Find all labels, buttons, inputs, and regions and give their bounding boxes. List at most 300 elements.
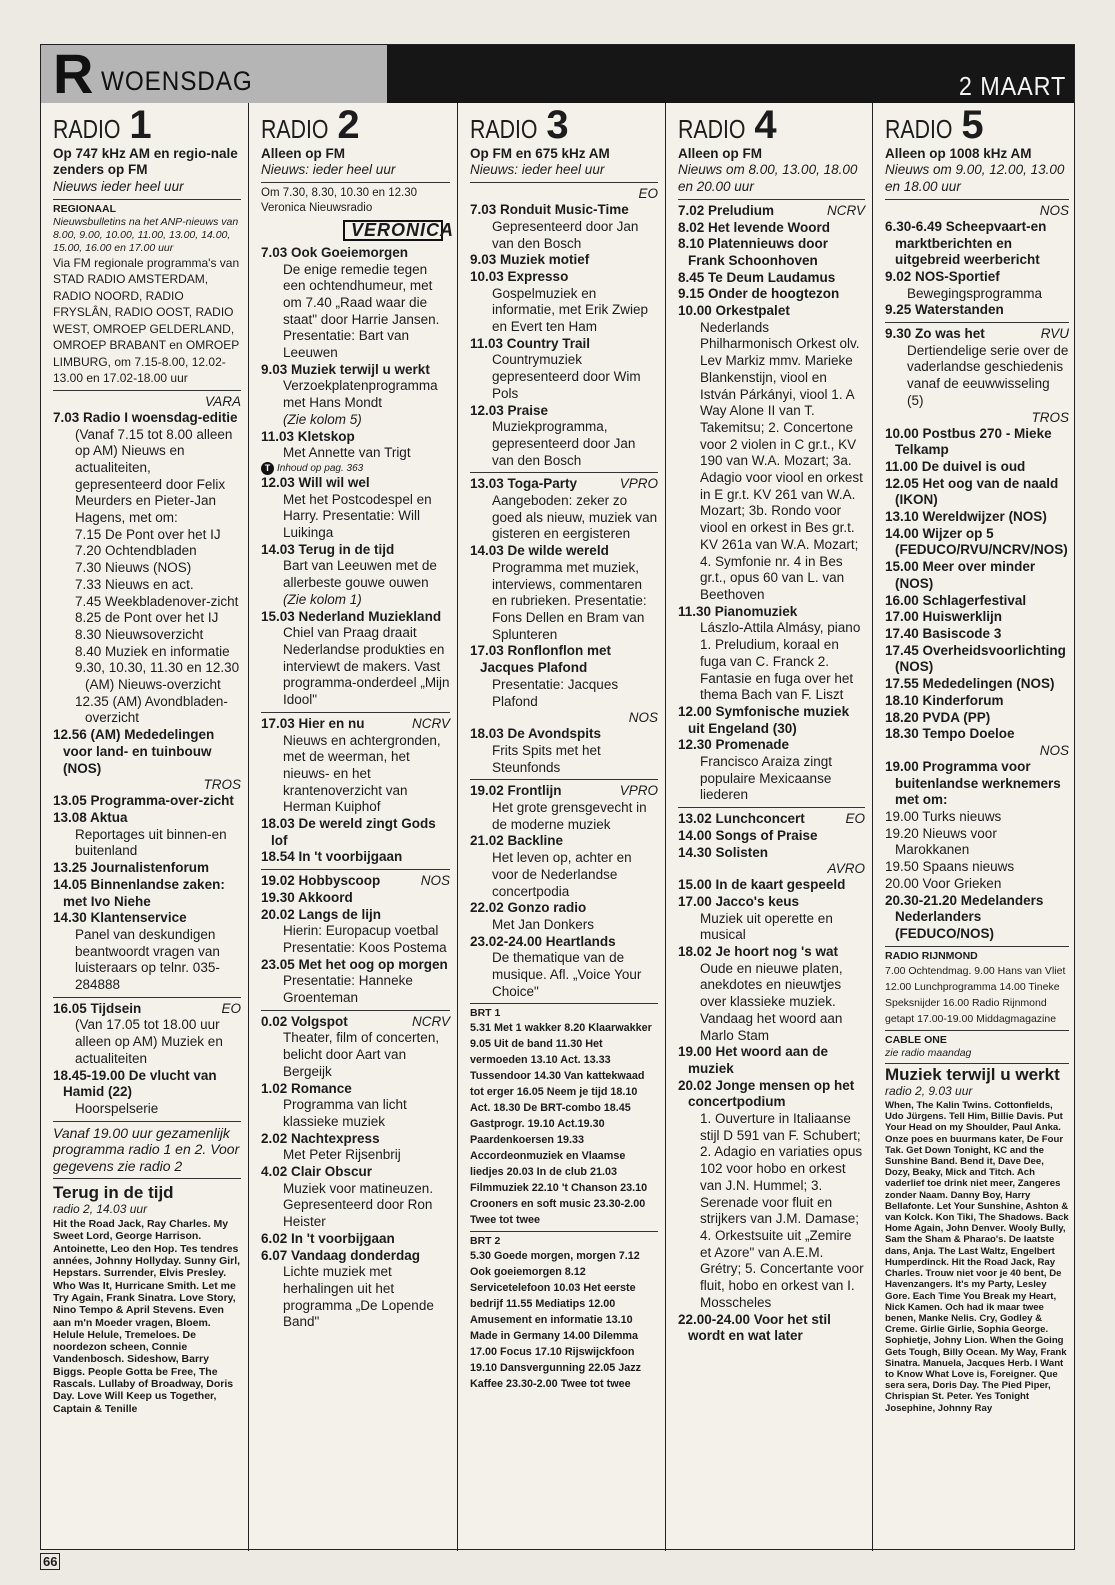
program-title: 7.02 Preludium xyxy=(678,202,775,218)
broadcaster-label: RVU xyxy=(1040,326,1069,342)
program-title: 17.40 Basiscode 3 xyxy=(885,625,1002,641)
program-desc: Muziekprogramma, gepresenteerd door Jan van den Bosch xyxy=(492,419,636,468)
program-entry xyxy=(885,476,1069,509)
program-entry xyxy=(261,429,450,475)
program-entry xyxy=(53,727,241,777)
program-entry xyxy=(261,475,450,542)
radio2-column xyxy=(248,103,457,1551)
program-title: 11.03 Country Trail xyxy=(470,335,591,351)
program-desc: Lichte muziek met herhalingen uit het programma „De Lopende Band" xyxy=(283,1264,434,1330)
program-title: 12.00 Symfonische muziek uit Engeland (30) xyxy=(678,703,850,736)
sub-schedule xyxy=(885,809,1069,893)
program-title: 15.03 Nederland Muziekland xyxy=(261,608,442,624)
program-desc: Panel van deskundigen beantwoordt vragen van luisteraars op telnr. 035-284888 xyxy=(75,926,220,993)
program-entry xyxy=(678,845,865,862)
header-date-block xyxy=(387,45,1074,103)
highlight-subtitle: radio 2, 14.03 uur xyxy=(53,1202,148,1217)
program-desc: Chiel van Praag draait Nederlandse produkties en interviewt de makers. Vast programma-onderdeel „Mijn Idool" xyxy=(283,625,450,708)
program-entry xyxy=(470,643,658,710)
program-title: 15.00 In de kaart gespeeld xyxy=(678,877,846,893)
brt2-schedule: 5.30 Goede morgen, morgen 7.12 Ook goeiemorgen 8.12 Servicetelefoon 10.03 Het eerste bedrijf 11.55 Mediatips 12.00 Amusement en informatie 13.10 Made in Germany 14.00 Dilemma 17.00 Focus 17.10 Rijswijckfoon 19.10 Dansvergunning 22.05 Jazz Kaffee 23.30-2.00 Twee tot twee xyxy=(470,1250,642,1391)
divider xyxy=(261,712,450,713)
program-entry xyxy=(885,710,1069,727)
program-title: 1.02 Romance xyxy=(261,1080,352,1096)
program-title: 22.02 Gonzo radio xyxy=(470,900,587,916)
program-entry xyxy=(470,336,658,403)
program-entry xyxy=(678,877,865,894)
program-title: 17.45 Overheidsvoorlichting (NOS) xyxy=(885,642,1066,675)
program-entry xyxy=(678,604,865,704)
radio1-news: Nieuws ieder heel uur xyxy=(53,179,184,195)
program-title: 17.03 Hier en nu xyxy=(261,715,365,731)
program-entry xyxy=(678,828,865,845)
program-title: 15.00 Meer over minder (NOS) xyxy=(885,559,1036,591)
program-entry xyxy=(885,759,1069,809)
program-title: 9.03 Muziek motief xyxy=(470,252,590,268)
divider xyxy=(885,946,1069,947)
page-header xyxy=(41,45,1074,103)
cable-note: zie radio maandag xyxy=(885,1046,972,1059)
brt1-schedule: 5.31 Met 1 wakker 8.20 Klaarwakker 9.05 Uit de band 11.30 Het vermoeden 13.10 Act. 13.33 Tussendoor 14.30 Van kattekwaad tot erger 16.05 Neem je tijd 18.10 Act. 18.30 De BRT-combo 18.45 Gastprogr. 19.10 Act.19.30 Paardenkoersen 19.33 Accordeonmuziek en Vlaamse liedjes 20.03 In de club 21.03 Filmmuziek 22.10 't Chanson 23.10 Crooners en soft music 23.30-2.00 Twee tot twee xyxy=(470,1022,652,1227)
broadcaster-label: NOS xyxy=(1039,202,1069,218)
program-entry xyxy=(885,676,1069,693)
program-title: 8.02 Het levende Woord xyxy=(678,219,831,235)
program-entry xyxy=(678,270,865,287)
radio4-news: Nieuws om 8.00, 13.00, 18.00 en 20.00 uur xyxy=(678,162,858,195)
program-entry xyxy=(885,693,1069,710)
station-number: 3 xyxy=(546,103,569,147)
divider xyxy=(470,182,658,183)
program-title: 18.03 De wereld zingt Gods lof xyxy=(261,816,436,848)
program-title: 14.05 Binnenlandse zaken: met Ivo Niehe xyxy=(53,876,225,909)
broadcaster-label: TROS xyxy=(1031,409,1069,425)
sub-item: 8.40 Muziek en informatie xyxy=(75,643,230,659)
broadcaster-label: NCRV xyxy=(826,202,865,218)
program-title: 9.15 Onder de hoogtezon xyxy=(678,286,840,302)
program-title: 17.00 Huiswerklijn xyxy=(885,609,1003,625)
tip-badge-icon: T xyxy=(261,462,274,475)
program-desc: Muziek voor matineuzen. Gepresenteerd door Ron Heister xyxy=(283,1180,434,1230)
radio2-news: Nieuws: ieder heel uur xyxy=(261,162,396,178)
program-desc: Nederlands Philharmonisch Orkest olv. Lev Markiz mmv. Marieke Blankenstijn, viool en István Párkányi, viool 1. A Way Alone II van T. Takemitsu; 2. Concertone voor 2 violen in C gr.t., KV 190 van W.A. Mozart; 3a. Adagio voor viool en orkest in E gr.t. KV 261 van W.A. Mozart; 3b. Rondo voor viool en orkest in Bes gr.t. KV 261a van W.A. Mozart; 4. Symfonie nr. 4 in Bes gr.t., opus 60 van L. van Beethoven xyxy=(700,319,863,602)
program-entry xyxy=(470,934,658,1001)
broadcaster-label: AVRO xyxy=(827,861,865,877)
broadcaster-label: EO xyxy=(221,1000,241,1016)
program-desc: Theater, film of concerten, belicht door Aart van Bergeijk xyxy=(283,1030,440,1079)
program-entry xyxy=(470,783,658,833)
program-entry xyxy=(885,219,1069,269)
program-title: 17.00 Jacco's keus xyxy=(678,893,800,909)
program-title: 7.03 Radio I woensdag-editie xyxy=(53,409,238,425)
program-desc: Francisco Araiza zingt populaire Mexicaanse liederen xyxy=(700,754,833,803)
program-entry xyxy=(885,326,1069,410)
sub-schedule xyxy=(53,527,241,727)
program-entry xyxy=(261,245,450,362)
date-label: 2 MAART xyxy=(958,71,1066,101)
program-entry xyxy=(470,269,658,336)
program-entry xyxy=(53,1068,241,1118)
program-entry xyxy=(470,476,658,543)
program-title: 19.30 Akkoord xyxy=(261,889,353,905)
program-entry xyxy=(470,202,658,252)
program-entry xyxy=(885,269,1069,302)
program-desc: Verzoekplatenprogramma met Hans Mondt xyxy=(283,378,438,411)
program-entry xyxy=(885,559,1069,592)
program-title: 4.02 Clair Obscur xyxy=(261,1164,373,1180)
program-desc: Presentatie: Koos Postema xyxy=(283,939,447,955)
program-title: 19.00 Het woord aan de muziek xyxy=(678,1044,829,1076)
program-title: 20.30-21.20 Medelanders Nederlanders (FEDUCO/NOS) xyxy=(885,892,1044,941)
program-entry xyxy=(470,726,658,776)
program-entry xyxy=(885,893,1069,943)
program-title: 14.00 Songs of Praise xyxy=(678,827,818,843)
broadcaster-label: EO xyxy=(845,811,865,827)
program-note: Inhoud op pag. 363 xyxy=(277,462,364,474)
cable-title: CABLE ONE xyxy=(885,1033,947,1046)
program-title: 8.45 Te Deum Laudamus xyxy=(678,269,836,285)
program-title: 23.02-24.00 Heartlands xyxy=(470,933,616,949)
broadcaster-label: NCRV xyxy=(411,715,450,731)
program-title: 20.02 Langs de lijn xyxy=(261,906,382,922)
station-word: RADIO xyxy=(678,114,746,144)
program-entry xyxy=(261,849,450,866)
station-word: RADIO xyxy=(470,114,538,144)
program-entry xyxy=(261,542,450,609)
radio1-heading xyxy=(53,103,241,147)
rijnmond-title: RADIO RIJNMOND xyxy=(885,949,978,962)
program-title: 10.00 Postbus 270 - Mieke Telkamp xyxy=(885,425,1052,458)
program-title: 7.03 Ronduit Music-Time xyxy=(470,202,629,218)
program-entry xyxy=(261,1164,450,1231)
program-desc: Bart van Leeuwen met de allerbeste gouwe ouwen xyxy=(283,558,437,591)
divider xyxy=(678,807,865,808)
program-desc: Lászlo-Attila Almásy, piano 1. Preludium, koraal en fuga van C. Franck 2. Fantasie en fuga over het thema Bach van F. Liszt xyxy=(700,620,861,703)
program-title: 6.02 In 't voorbijgaan xyxy=(261,1230,395,1246)
program-title: 17.03 Ronflonflon met Jacques Plafond xyxy=(470,643,612,676)
program-title: 18.30 Tempo Doeloe xyxy=(885,726,1015,742)
program-desc: Nieuws en achtergronden, met de weerman, het nieuws- en het krantenoverzicht van Herman Kuiphof xyxy=(283,732,441,815)
radio1-frequency: Op 747 kHz AM en regio-nale zenders op FM xyxy=(53,145,238,178)
program-title: 12.03 Will wil wel xyxy=(261,474,370,490)
broadcaster-label: NOS xyxy=(628,710,658,726)
program-title: 16.00 Schlagerfestival xyxy=(885,592,1027,608)
divider xyxy=(470,472,658,473)
station-word: RADIO xyxy=(261,114,329,144)
program-entry xyxy=(885,526,1069,559)
veronica-logo: VERONICA xyxy=(343,220,443,241)
program-desc: De thematique van de musique. Afl. „Voice Your Choice" xyxy=(492,950,642,999)
section-letter: R xyxy=(53,45,94,103)
program-title: 14.30 Klantenservice xyxy=(53,910,187,926)
sub-item: 8.25 de Pont over het IJ xyxy=(75,610,219,626)
program-title: 7.03 Ook Goeiemorgen xyxy=(261,244,409,260)
program-desc: Gepresenteerd door Jan van den Bosch xyxy=(492,218,639,251)
program-entry xyxy=(261,907,450,957)
radio3-news: Nieuws: ieder heel uur xyxy=(470,162,605,178)
program-desc: Met het Postcodespel en Harry. Presentatie: Will Luikinga xyxy=(283,491,432,541)
sub-item: 12.35 (AM) Avondbladen-overzicht xyxy=(75,693,228,726)
divider xyxy=(261,182,450,183)
program-entry xyxy=(261,957,450,1007)
station-number: 5 xyxy=(961,103,984,147)
program-title: 2.02 Nachtexpress xyxy=(261,1130,380,1146)
program-title: 21.02 Backline xyxy=(470,833,564,849)
divider xyxy=(53,997,241,998)
program-entry xyxy=(53,877,241,910)
program-title: 6.30-6.49 Scheepvaart-en marktberichten en uitgebreid weerbericht xyxy=(885,218,1047,268)
program-title: 18.10 Kinderforum xyxy=(885,692,1004,708)
divider xyxy=(885,199,1069,200)
program-title: 9.30 Zo was het xyxy=(885,326,985,342)
sub-item: 19.20 Nieuws voor Marokkanen xyxy=(885,825,997,858)
program-title: 19.00 Programma voor buitenlandse werknemers met om: xyxy=(885,758,1061,808)
radio3-column xyxy=(457,103,665,1551)
broadcaster-label: VPRO xyxy=(619,783,658,799)
program-entry xyxy=(678,203,865,220)
program-note: (Zie kolom 5) xyxy=(283,411,362,427)
program-desc: Presentatie: Hanneke Groenteman xyxy=(283,973,413,1006)
sub-item: 8.30 Nieuwsoverzicht xyxy=(75,626,204,642)
regional-text: Via FM regionale programma's van STAD RADIO AMSTERDAM, RADIO NOORD, RADIO FRYSLÂN, RADIO OOST, RADIO WEST, OMROEP GELDERLAND, OMROEP BRABANT en OMROEP LIMBURG, om 7.15-8.00, 12.02-13.00 en 17.02-18.00 uur xyxy=(53,255,240,386)
program-entry xyxy=(261,716,450,816)
program-entry xyxy=(261,1231,450,1248)
program-desc: Presentatie: Jacques Plafond xyxy=(492,676,619,709)
program-title: 0.02 Volgspot xyxy=(261,1013,348,1029)
program-desc: Countrymuziek gepresenteerd door Wim Pols xyxy=(492,352,641,401)
station-word: RADIO xyxy=(885,114,953,144)
brt1-title: BRT 1 xyxy=(470,1007,501,1020)
divider xyxy=(470,1003,658,1004)
divider xyxy=(470,1231,658,1232)
program-desc: Programma van licht klassieke muziek xyxy=(283,1097,407,1129)
veronica-times: Om 7.30, 8.30, 10.30 en 12.30 Veronica Nieuwsradio xyxy=(261,187,418,215)
highlight-body: When, The Kalin Twins. Cottonfields, Udo Jürgens. Tell Him, Billie Davis. Put Your Head on my Shoulder, Paul Anka. Onze poes en buurmans kater, De Four Tak. Get Down Tonight, KC and the Sunshine Band. Bend it, Dave Dee, Dozy, Beaky, Mick and Titch. Ach vaderlief toe drink niet meer, Zangeres zonder Naam. Danny Boy, Harry Bellafonte. Let Your Sunshine, Ashton & van Kolck. Kon Tiki, The Shadows. Back Home Again, John Denver. Wooly Bully, Sam the Sham & Pharao's. De laatste dans, Anja. The Last Waltz, Engelbert Humperdinck. Hit the Road Jack, Ray Charles. Trouw niet voor je 40 bent, De Havenzangers. It's my Party, Lesley Gore. Each Time You Break my Heart, Nick Kamen. Och had ik maar twee benen, Manke Nelis. Cry, Godley & Creme. Girlie Girlie, Sophia George. Sophietje, Johny Lion. When the Going Gets Tough, Billy Ocean. My Way, Frank Sinatra. Manuela, Jacques Herb. I Want to Know What Love is, Foreigner. Que sera sera, Doris Day. The Pied Piper, Chrispian St. Peter. Yes Tonight Josephine, Johnny Ray xyxy=(885,1100,1069,1414)
broadcaster-label: EO xyxy=(638,186,658,202)
header-day-block xyxy=(41,45,387,103)
program-desc: Frits Spits met het Steunfonds xyxy=(492,742,601,775)
program-title: 19.02 Hobbyscoop xyxy=(261,873,381,889)
program-entry xyxy=(678,894,865,944)
sub-item: 9.30, 10.30, 11.30 en 12.30 (AM) Nieuws-overzicht xyxy=(75,660,240,693)
radio5-column xyxy=(872,103,1076,1551)
program-desc: Oude en nieuwe platen, anekdotes en nieuwtjes over klassieke muziek. Vandaag het woord aan Marlo Stam xyxy=(700,960,843,1043)
program-title: 9.25 Waterstanden xyxy=(885,302,1004,318)
program-entry xyxy=(53,860,241,877)
broadcaster-label: NOS xyxy=(420,873,450,889)
program-title: 22.00-24.00 Voor het stil wordt en wat later xyxy=(678,1311,831,1344)
program-entry xyxy=(678,811,865,828)
program-entry xyxy=(678,1312,865,1345)
sub-item: 7.45 Weekbladenover-zicht xyxy=(75,593,239,609)
program-entry xyxy=(261,816,450,849)
program-title: 18.54 In 't voorbijgaan xyxy=(261,849,403,865)
program-entry xyxy=(885,726,1069,743)
program-title: 14.00 Wijzer op 5 (FEDUCO/RVU/NCRV/NOS) xyxy=(885,525,1068,558)
program-entry xyxy=(261,1014,450,1081)
program-desc: Met Peter Rijsenbrij xyxy=(283,1147,401,1163)
program-title: 17.55 Mededelingen (NOS) xyxy=(885,676,1055,692)
program-title: 14.03 Terug in de tijd xyxy=(261,541,395,557)
program-desc: (Van 17.05 tot 18.00 uur alleen op AM) Muziek en actualiteiten xyxy=(75,1017,223,1066)
divider xyxy=(53,1121,241,1122)
program-desc: De enige remedie tegen een ochtendhumeur, met om 7.40 „Raad waar die staat" door Harrie Jansen. Presentatie: Bart van Leeuwen xyxy=(283,261,440,361)
program-title: 6.07 Vandaag donderdag xyxy=(261,1247,421,1263)
program-desc: Het grote grensgevecht in de moderne muziek xyxy=(492,800,647,832)
day-label: WOENSDAG xyxy=(101,66,253,96)
program-entry xyxy=(885,643,1069,676)
regional-bulletin: Nieuwsbulletins na het ANP-nieuws van 8.00, 9.00, 10.00, 11.00, 13.00, 14.00, 15.00, 16.00 en 17.00 uur xyxy=(53,215,239,254)
program-entry xyxy=(470,252,658,269)
sub-item: 7.33 Nieuws en act. xyxy=(75,576,194,592)
program-entry xyxy=(885,593,1069,610)
station-word: RADIO xyxy=(53,114,121,144)
page-number: 66 xyxy=(40,1553,60,1570)
program-entry xyxy=(261,1131,450,1164)
program-note: (Zie kolom 1) xyxy=(283,591,362,607)
program-entry xyxy=(885,459,1069,476)
program-title: 23.05 Met het oog op morgen xyxy=(261,956,448,972)
program-title: 19.02 Frontlijn xyxy=(470,783,562,799)
divider xyxy=(53,199,241,200)
program-entry xyxy=(885,509,1069,526)
divider xyxy=(53,390,241,391)
program-desc: Gospelmuziek en informatie, met Erik Zwiep en Evert ten Ham xyxy=(492,285,649,335)
program-entry xyxy=(470,900,658,933)
program-entry xyxy=(678,303,865,604)
program-desc: Hoorspelserie xyxy=(75,1100,159,1116)
highlight-subtitle: radio 2, 9.03 uur xyxy=(885,1084,973,1099)
radio2-frequency: Alleen op FM xyxy=(261,145,345,161)
program-desc: Bewegingsprogramma xyxy=(907,285,1043,301)
divider xyxy=(678,199,865,200)
program-title: 20.02 Jonge mensen op het concertpodium xyxy=(678,1077,855,1110)
sub-item: 7.30 Nieuws (NOS) xyxy=(75,560,192,576)
program-title: 18.20 PVDA (PP) xyxy=(885,709,991,725)
station-number: 2 xyxy=(337,103,360,147)
program-title: 13.08 Aktua xyxy=(53,809,128,825)
radio3-heading xyxy=(470,103,658,147)
program-title: 9.02 NOS-Sportief xyxy=(885,268,1000,284)
station-number: 4 xyxy=(754,103,777,147)
divider xyxy=(885,1063,1069,1064)
broadcaster-label: NCRV xyxy=(411,1013,450,1029)
program-entry xyxy=(470,403,658,470)
program-title: 16.05 Tijdsein xyxy=(53,1000,142,1016)
radio4-heading xyxy=(678,103,865,147)
divider xyxy=(53,1178,241,1179)
radio4-column xyxy=(665,103,872,1551)
closing-note: Vanaf 19.00 uur gezamenlijk programma radio 1 en 2. Voor gegevens zie radio 2 xyxy=(53,1124,240,1175)
program-entry xyxy=(885,609,1069,626)
program-entry xyxy=(678,704,865,737)
program-entry xyxy=(53,910,241,994)
program-title: 12.56 (AM) Mededelingen voor land- en tuinbouw (NOS) xyxy=(53,727,215,776)
program-desc: Met Annette van Trigt xyxy=(283,445,411,461)
program-entry xyxy=(678,236,865,269)
highlight-title: Terug in de tijd xyxy=(53,1182,174,1202)
sub-item: 19.00 Turks nieuws xyxy=(885,809,1002,825)
radio1-column xyxy=(41,103,248,1551)
broadcaster-label: VPRO xyxy=(619,476,658,492)
station-number: 1 xyxy=(129,103,152,147)
divider xyxy=(470,779,658,780)
divider xyxy=(885,322,1069,323)
sub-item: 7.20 Ochtendbladen xyxy=(75,543,197,559)
program-title: 18.45-19.00 De vlucht van Hamid (22) xyxy=(53,1067,217,1100)
columns xyxy=(41,103,1074,1551)
program-title: 10.03 Expresso xyxy=(470,268,569,284)
program-title: 10.00 Orkestpalet xyxy=(678,303,790,319)
program-entry xyxy=(678,944,865,1044)
program-entry xyxy=(678,286,865,303)
program-entry xyxy=(261,873,450,890)
program-desc: 1. Ouverture in Italiaanse stijl D 591 van F. Schubert; 2. Adagio en variaties opus 102 voor hobo en orkest van J.N. Hummel; 3. Serenade voor fluit en strijkers van J.M. Damase; 4. Orkestsuite uit „Zemire et Azore" van A.E.M. Grétry; 5. Concertante voor fluit, hobo en orkest van I. Mosscheles xyxy=(700,1111,864,1310)
radio4-frequency: Alleen op FM xyxy=(678,145,762,161)
divider xyxy=(885,1030,1069,1031)
broadcaster-label: NOS xyxy=(1039,742,1069,758)
program-title: 12.05 Het oog van de naald (IKON) xyxy=(885,475,1059,508)
program-entry xyxy=(53,1001,241,1068)
program-entry xyxy=(885,426,1069,459)
program-title: 12.30 Promenade xyxy=(678,737,790,753)
radio5-frequency: Alleen op 1008 kHz AM xyxy=(885,145,1032,161)
program-entry xyxy=(261,362,450,429)
program-desc: Dertiendelige serie over de vaderlandse geschiedenis vanaf de eeuwwisseling (5) xyxy=(907,342,1069,408)
brt2-title: BRT 2 xyxy=(470,1235,501,1248)
program-title: 14.30 Solisten xyxy=(678,844,769,860)
broadcaster-label: TROS xyxy=(203,777,241,793)
program-title: 13.10 Wereldwijzer (NOS) xyxy=(885,509,1047,525)
program-title: 13.02 Lunchconcert xyxy=(678,811,805,827)
program-desc: Met Jan Donkers xyxy=(492,916,595,932)
program-entry xyxy=(678,1078,865,1312)
radio5-news: Nieuws om 9.00, 12.00, 13.00 en 18.00 uur xyxy=(885,162,1065,195)
radio3-frequency: Op FM en 675 kHz AM xyxy=(470,145,610,161)
highlight-title: Muziek terwijl u werkt xyxy=(885,1064,1060,1084)
program-entry xyxy=(470,543,658,643)
regional-title: REGIONAAL xyxy=(53,202,116,215)
sub-item: 20.00 Voor Grieken xyxy=(885,875,1002,891)
program-title: 9.03 Muziek terwijl u werkt xyxy=(261,361,430,377)
program-title: 13.05 Programma-over-zicht xyxy=(53,793,234,809)
program-desc: Muziek uit operette en musical xyxy=(700,910,833,943)
program-entry xyxy=(678,1044,865,1077)
rijnmond-schedule: 7.00 Ochtendmag. 9.00 Hans van Vliet 12.00 Lunchprogramma 14.00 Tineke Speksnijder 16.00 Radio Rijnmond getapt 17.00-19.00 Middagmagazine xyxy=(885,964,1066,1025)
program-title: 18.02 Je hoort nog 's wat xyxy=(678,944,839,960)
divider xyxy=(261,869,450,870)
program-entry xyxy=(261,1248,450,1332)
program-title: 11.00 De duivel is oud xyxy=(885,458,1026,474)
program-desc: Programma met muziek, interviews, commentaren en rubrieken. Presentatie: Fons Dellen en Bram van Splunteren xyxy=(492,559,647,642)
radio5-heading xyxy=(885,103,1069,147)
program-title: 18.03 De Avondspits xyxy=(470,726,602,742)
program-title: 11.30 Pianomuziek xyxy=(678,603,798,619)
program-entry xyxy=(53,793,241,810)
program-entry xyxy=(470,833,658,900)
program-title: 12.03 Praise xyxy=(470,402,549,418)
tv-guide-page xyxy=(40,44,1075,1550)
program-title: 8.10 Platennieuws door Frank Schoonhoven xyxy=(678,236,829,268)
program-entry xyxy=(261,1081,450,1131)
program-title: 14.03 De wilde wereld xyxy=(470,543,609,559)
highlight-body: Hit the Road Jack, Ray Charles. My Sweet Lord, George Harrison. Antoinette, Leo den Hop. Tes tendres années, Johnny Hollyday. Sunny Girl, Hepstars. Surrender, Elvis Presley. Who Was It, Hurricane Smith. Let me Try Again, Frank Sinatra. Love Story, Nino Tempo & April Stevens. Even aan m'n Moeder vragen, Bloem. Helule Helule, Tremeloes. De noordezon scheen, Connie Vandenbosch. Sideshow, Barry Biggs. People Gotta be Free, The Rascals. Lullaby of Broadway, Doris Day. Love Will Keep us Together, Captain & Tenille xyxy=(53,1218,241,1415)
divider xyxy=(261,1010,450,1011)
program-title: 13.25 Journalistenforum xyxy=(53,860,210,876)
program-entry xyxy=(53,410,241,527)
program-entry xyxy=(261,609,450,709)
program-desc: Hierin: Europacup voetbal xyxy=(283,923,439,939)
program-title: 11.03 Kletskop xyxy=(261,428,355,444)
